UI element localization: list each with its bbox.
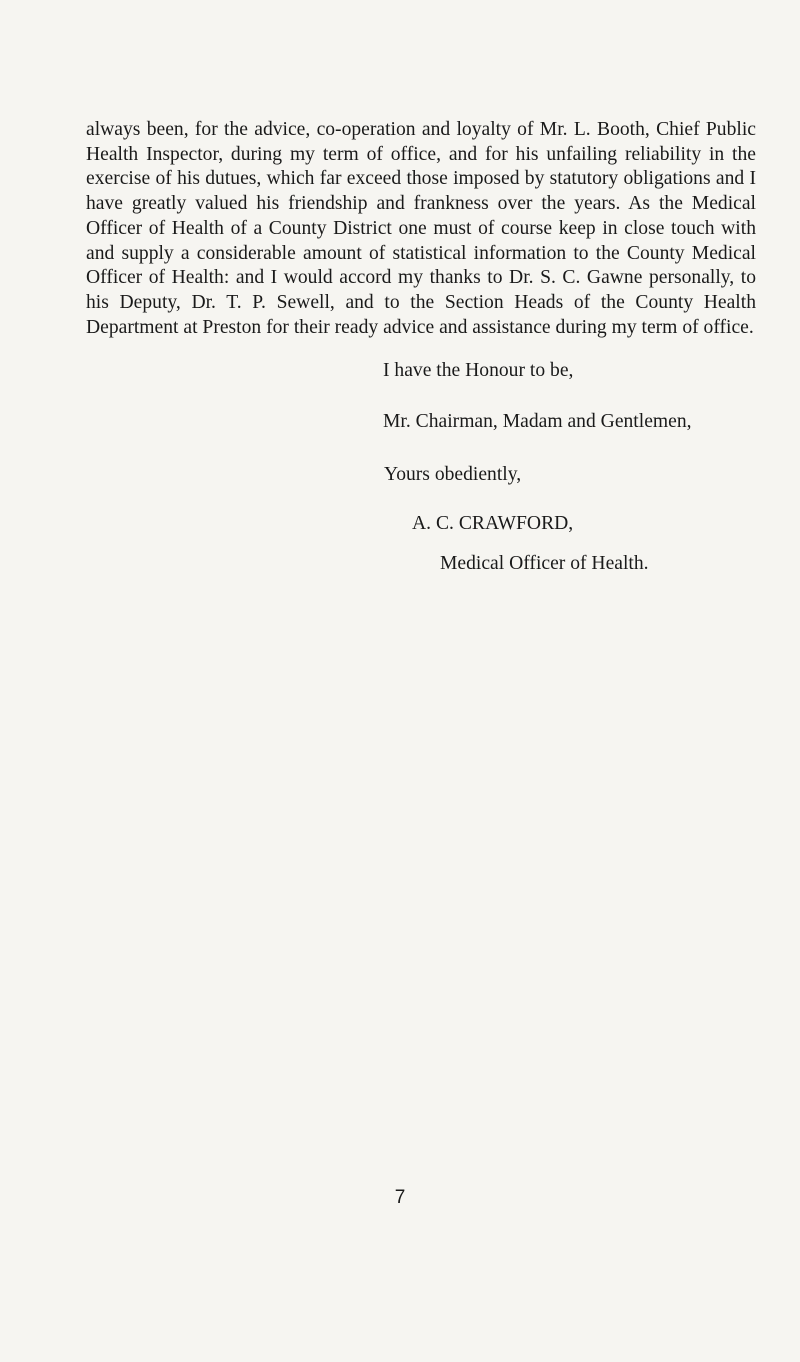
body-paragraph: always been, for the advice, co-operation and loyalty of Mr. L. Booth, Chief Public Health Inspector, during my term of office, and for his unfailing reliability in the exercise of his dutues, which far exceed those imposed by statutory obligations and I have greatly valued his friendship and frankness over the years. As the Medical Officer of Health of a County District one must of course keep in close touch with and supply a considerable amount of statistical information to the County Medical Officer of Health: and I would accord my thanks to Dr. S. C. Gawne personally, to his Deputy, Dr. T. P. Sewell, and to the Section Heads of the County Health Department at Preston for their ready advice and assistance during my term of office. — [86, 119, 756, 338]
closing-honour-line: I have the Honour to be, — [383, 360, 574, 381]
page-number: 7 — [394, 1187, 406, 1208]
closing-salutation-line: Mr. Chairman, Madam and Gentlemen, — [383, 411, 692, 432]
signatory-title: Medical Officer of Health. — [440, 553, 649, 574]
signatory-name: A. C. CRAWFORD, — [412, 513, 574, 534]
closing-valediction-line: Yours obediently, — [384, 464, 522, 485]
